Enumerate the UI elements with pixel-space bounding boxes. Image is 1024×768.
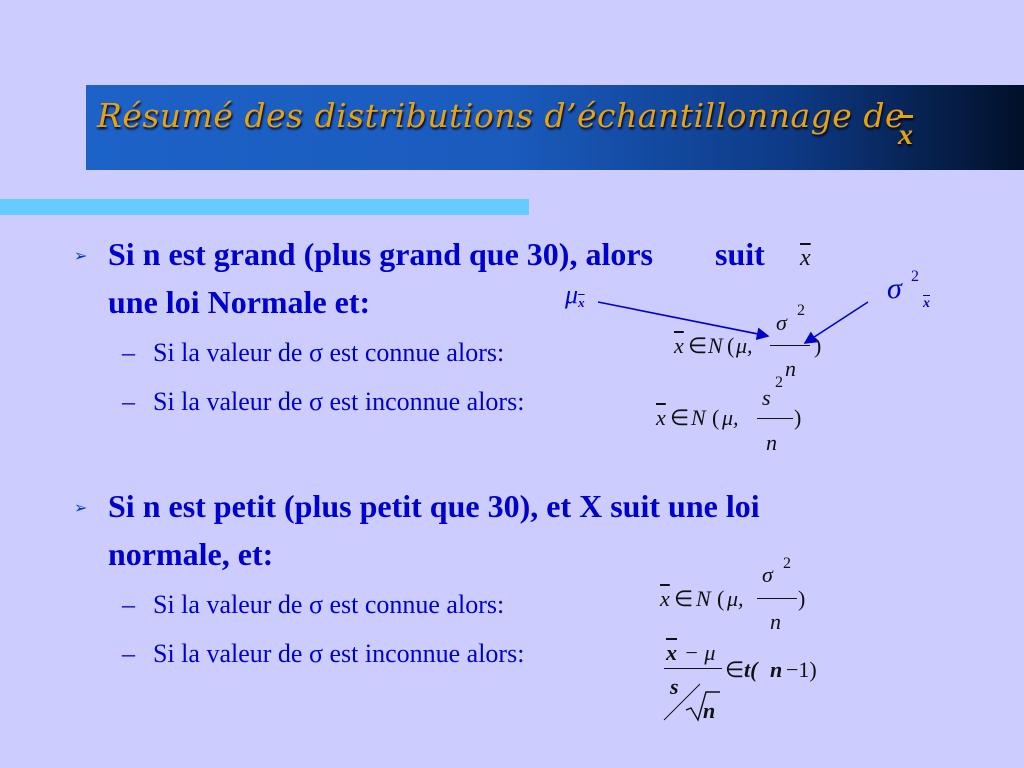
- f3-N: N: [696, 586, 711, 611]
- f1-fraction-bar: [770, 345, 810, 346]
- f4-den-s: s: [670, 674, 679, 699]
- bullet-arrow-icon: ➢: [74, 498, 88, 517]
- f1-N: N: [708, 333, 723, 358]
- f4-t: t(: [744, 657, 758, 682]
- f1-mu: μ,: [736, 333, 753, 358]
- mu-arrow: [598, 302, 768, 336]
- f1-exp: 2: [797, 302, 805, 319]
- section1-line2: une loi Normale et:: [108, 284, 371, 320]
- f1-num: σ: [776, 310, 787, 335]
- slide-title: Résumé des distributions d’échantillonnage de: [97, 96, 905, 135]
- section1-line1-before: Si n est grand (plus grand que 30), alors: [108, 236, 653, 272]
- f1-lhs: $\overline{x}$: [674, 333, 684, 358]
- section2-sub1: [122, 590, 504, 620]
- mu-sub: $\overline{x}$: [578, 295, 585, 310]
- f4-num-rest: − μ: [684, 640, 716, 665]
- f2-N: N: [691, 405, 706, 430]
- f4-num-x: $\overline{x}$: [666, 640, 677, 665]
- f3-close: ): [798, 586, 806, 611]
- section2-sub1-text: Si la valeur de σ est connue alors:: [153, 590, 505, 619]
- section1-sub2-text: Si la valeur de σ est inconnue alors:: [153, 387, 525, 416]
- dash: –: [122, 590, 135, 619]
- f2-fraction-bar: [757, 418, 793, 419]
- f2-close: ): [794, 405, 802, 430]
- dash: –: [122, 338, 135, 367]
- f2-lhs: $\overline{x}$: [656, 405, 666, 430]
- f4-den-n: n: [703, 698, 716, 723]
- f3-fraction-bar: [757, 598, 797, 599]
- section1-sub1-text: Si la valeur de σ est connue alors:: [153, 338, 505, 367]
- section2-sub2: [122, 639, 524, 669]
- sigma-sub: $\overline{x}$: [923, 296, 930, 311]
- mu-label: μ: [565, 280, 579, 309]
- f3-lhs: $\overline{x}$: [660, 586, 670, 611]
- sigma-label: σ: [887, 272, 902, 305]
- dash: –: [122, 639, 135, 668]
- f2-exp: 2: [775, 374, 783, 391]
- f3-mu: μ,: [727, 586, 744, 611]
- bullet-arrow-icon: ➢: [74, 246, 88, 265]
- f3-exp: 2: [783, 555, 791, 572]
- section1-line1-after: suit: [714, 236, 765, 272]
- section1-xbar: $\overline{x}$: [800, 245, 811, 271]
- f2-num: s: [762, 385, 771, 410]
- f1-open: (: [727, 333, 735, 358]
- title-xbar-symbol: $\overline{x}$: [898, 118, 913, 151]
- section2-line1: Si n est petit (plus petit que 30), et X suit une loi: [108, 488, 760, 524]
- f2-den: n: [766, 430, 777, 455]
- section2-line2: normale, et:: [108, 536, 274, 572]
- f2-in: ∈: [670, 405, 690, 430]
- f1-in: ∈: [688, 333, 708, 358]
- sigma-exp: 2: [911, 268, 919, 285]
- f4-n: n: [770, 657, 783, 682]
- f3-open: (: [717, 586, 725, 611]
- f2-open: (: [712, 405, 720, 430]
- f3-num: σ: [762, 562, 773, 587]
- f1-close: ): [814, 333, 822, 358]
- f4-slash-and-root: [660, 668, 726, 724]
- f1-den: n: [785, 356, 796, 381]
- f4-in: ∈: [725, 657, 745, 682]
- f2-mu: μ,: [722, 405, 739, 430]
- section2-sub2-text: Si la valeur de σ est inconnue alors:: [153, 639, 525, 668]
- f4-rest: −1): [786, 657, 817, 682]
- f3-in: ∈: [674, 586, 694, 611]
- f3-den: n: [770, 609, 781, 634]
- dash: –: [122, 387, 135, 416]
